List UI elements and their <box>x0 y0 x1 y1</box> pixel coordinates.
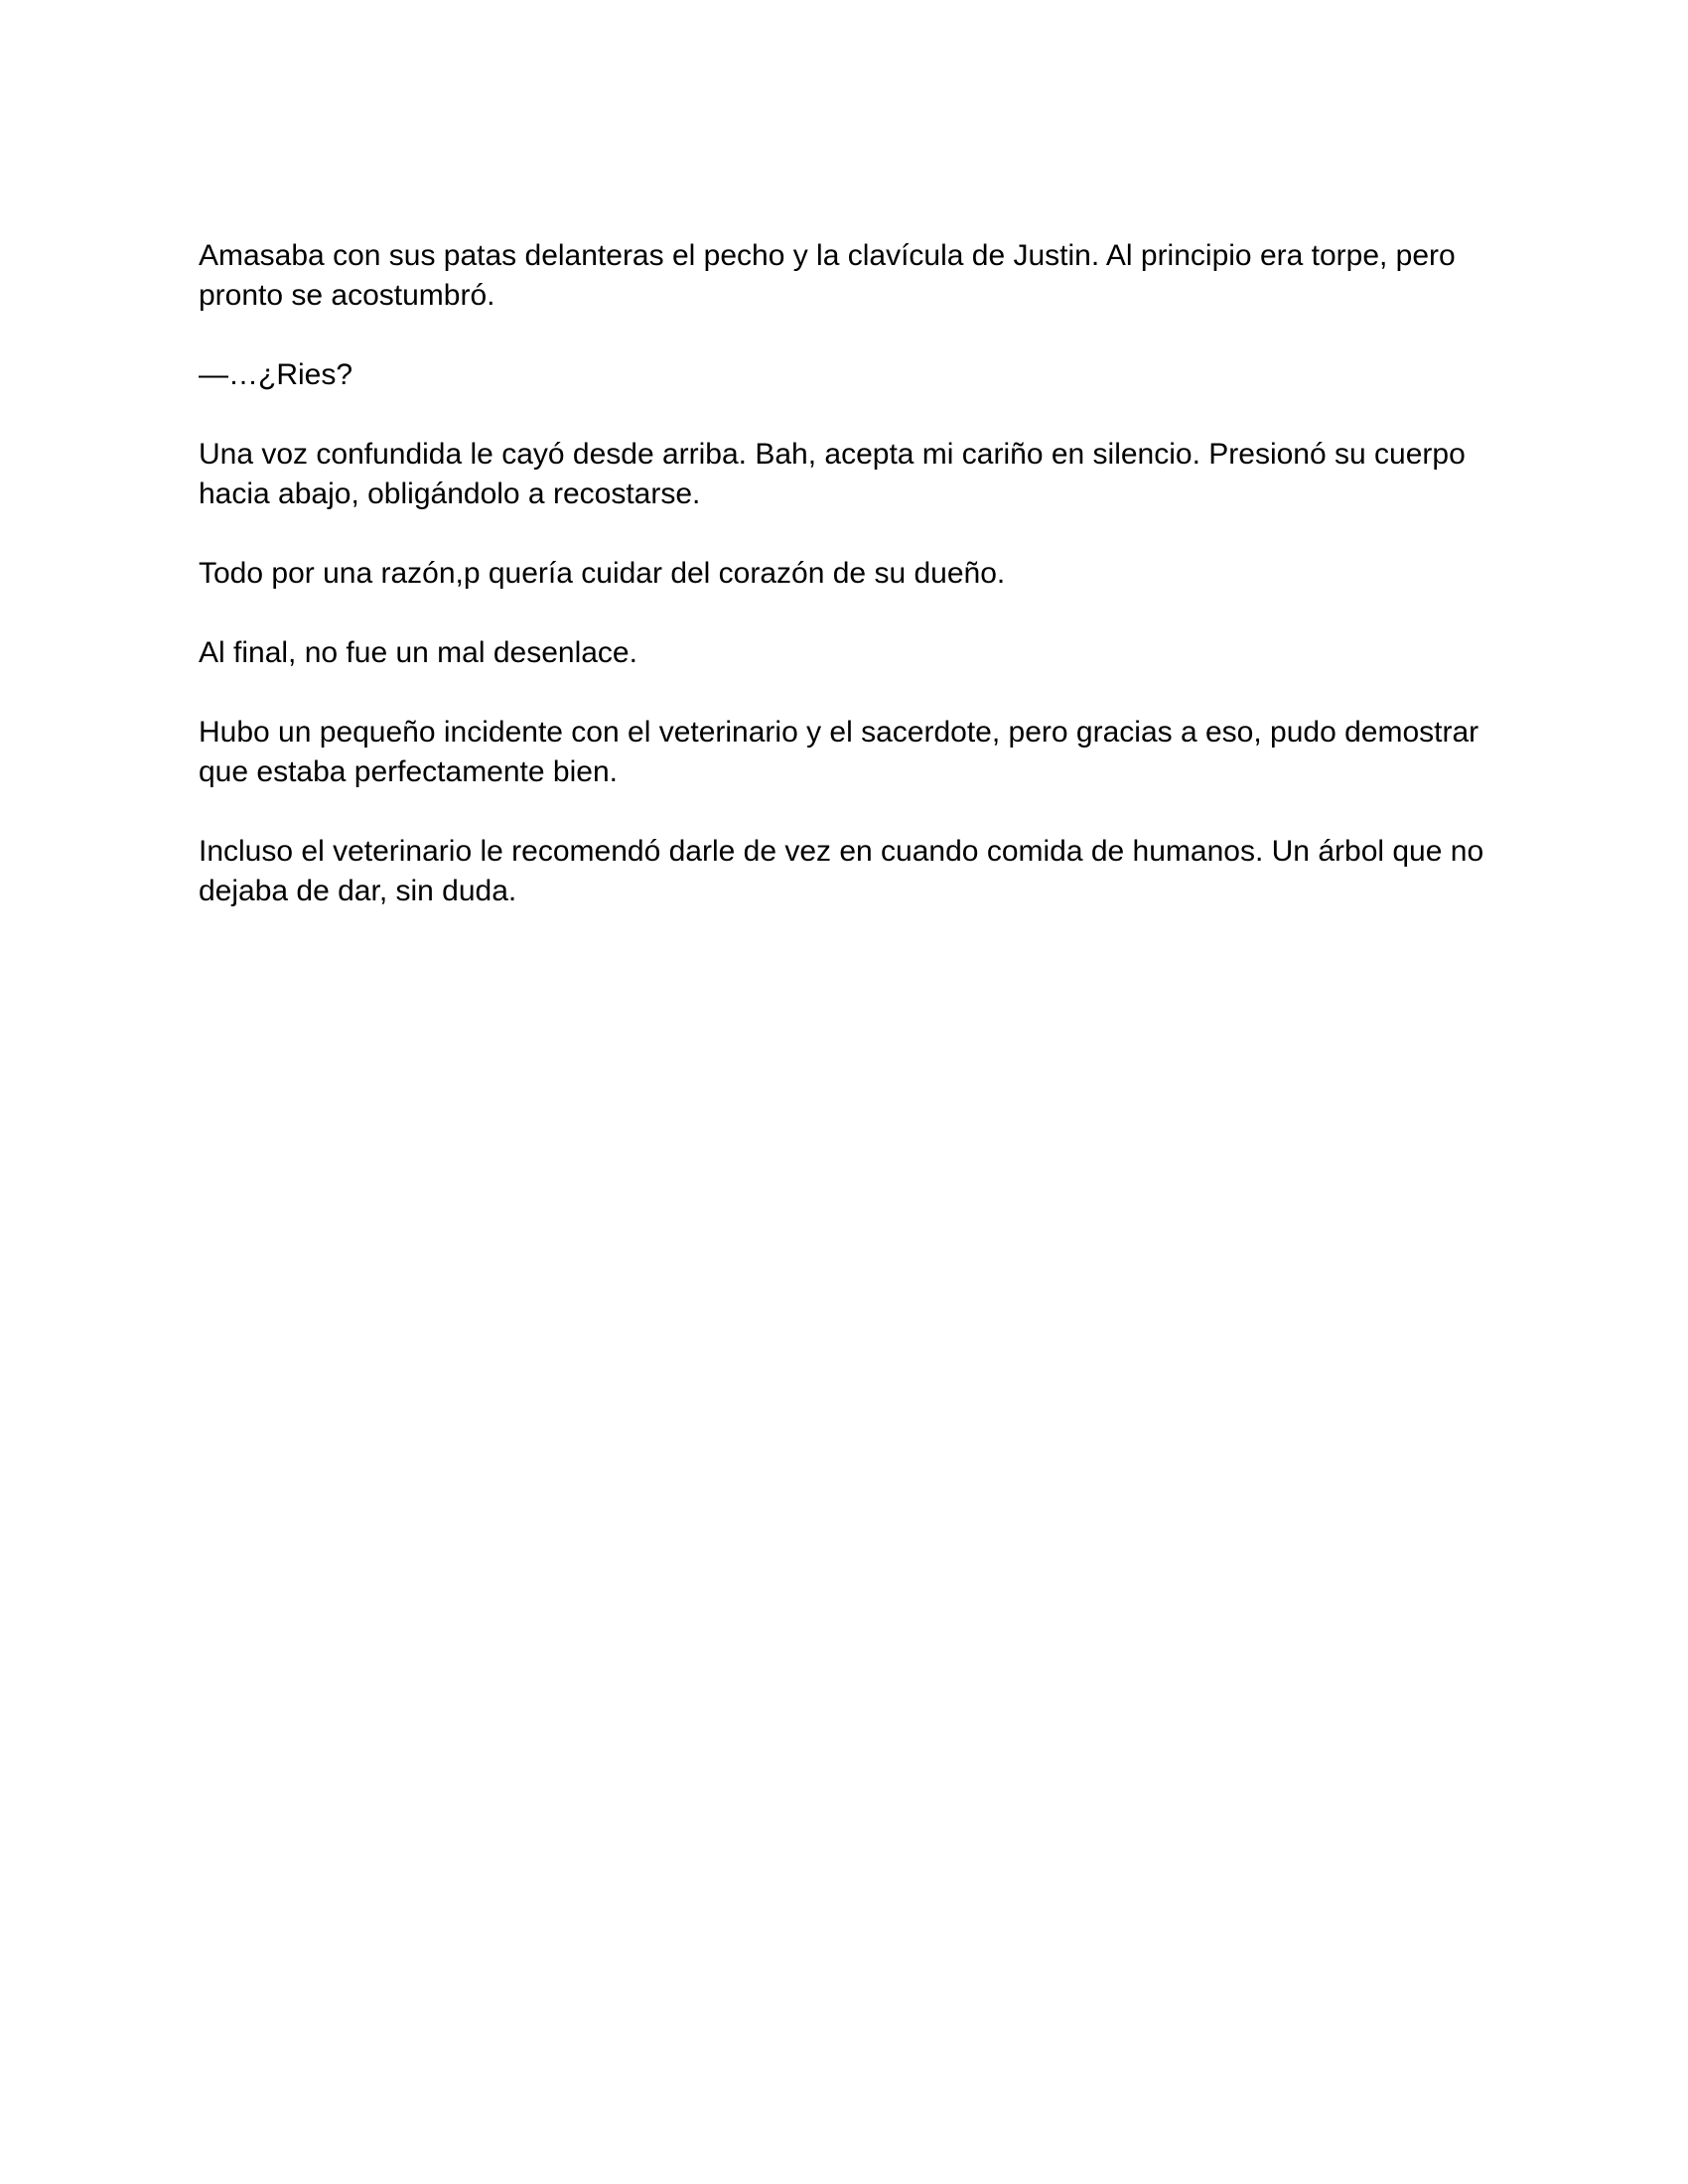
paragraph-1: Amasaba con sus patas delanteras el pecho y la clavícula de Justin. Al principio era torpe, pero pronto se acostumbró. <box>199 239 1456 312</box>
paragraph-3: Una voz confundida le cayó desde arriba. Bah, acepta mi cariño en silencio. Presionó su cuerpo hacia abajo, obligándolo a recostarse. <box>199 438 1466 510</box>
paragraph-2: —…¿Ries? <box>199 358 353 391</box>
paragraph-4: Todo por una razón,p quería cuidar del corazón de su dueño. <box>199 557 1006 590</box>
paragraph-5: Al final, no fue un mal desenlace. <box>199 636 637 669</box>
paragraph-7: Incluso el veterinario le recomendó darle de vez en cuando comida de humanos. Un árbol que no dejaba de dar, sin duda. <box>199 835 1484 907</box>
paragraph-6: Hubo un pequeño incidente con el veterinario y el sacerdote, pero gracias a eso, pudo demostrar que estaba perfectamente bien. <box>199 716 1479 788</box>
document-body <box>199 236 1499 951</box>
